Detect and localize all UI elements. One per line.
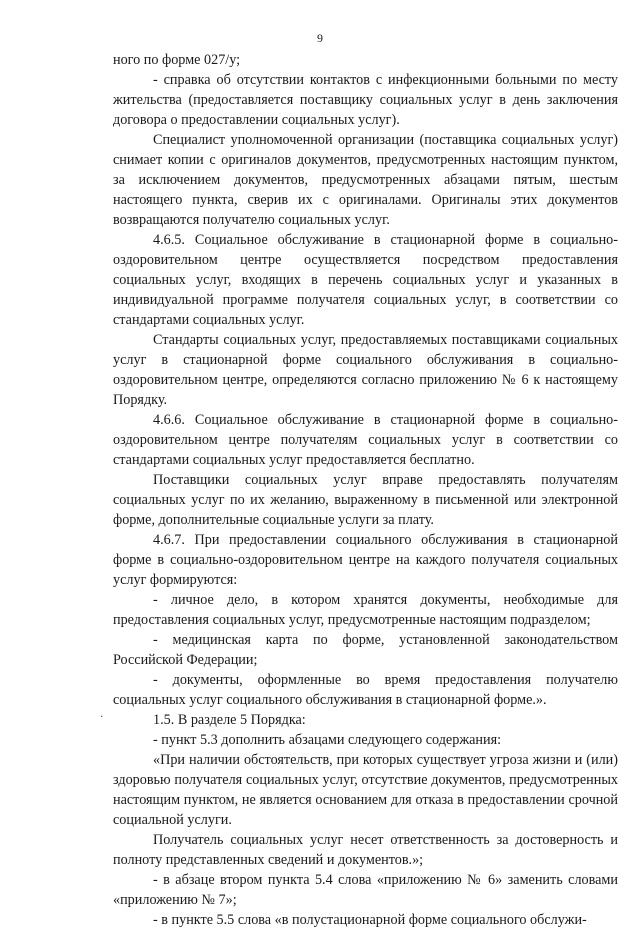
- paragraph: - личное дело, в котором хранятся документы, необходимые для предоставления социальных услуг, предусмотренные настоящим подразделом;: [113, 592, 618, 628]
- paragraph: 1.5. В разделе 5 Порядка:: [153, 712, 306, 728]
- paragraph: Стандарты социальных услуг, предоставляемых поставщиками социальных услуг в стационарной форме социального обслуживания в социально-оздоровительном центре, определяются согласно приложению № 6 к настоящему Порядку.: [113, 332, 618, 408]
- paragraph: ного по форме 027/у;: [113, 52, 241, 68]
- paragraph: - медицинская карта по форме, установленной законодательством Российской Федерации;: [113, 632, 618, 668]
- paragraph: - пункт 5.3 дополнить абзацами следующего содержания:: [153, 732, 502, 748]
- paragraph: Специалист уполномоченной организации (поставщика социальных услуг) снимает копии с оригиналов документов, предусмотренных настоящим пунктом, за исключением документов, предусмотренных абзацами пятым, шестым настоящего пункта, сверив их с оригиналами. Оригиналы этих документов возвращаются получателю социальных услуг.: [113, 132, 618, 228]
- paragraph: - документы, оформленные во время предоставления получателю социальных услуг социального обслуживания в стационарной форме.».: [113, 672, 618, 708]
- paragraph: «При наличии обстоятельств, при которых существует угроза жизни и (или) здоровью получателя социальных услуг, отсутствие документов, предусмотренных настоящим пунктом, не является основанием для отказа в предоставлении срочной социальной услуги.: [113, 752, 618, 828]
- paragraph: - в пункте 5.5 слова «в полустационарной форме социального обслужи-: [153, 912, 587, 928]
- page-number: 9: [317, 31, 323, 45]
- paragraph: 4.6.6. Социальное обслуживание в стационарной форме в социально-оздоровительном центре получателям социальных услуг в соответствии со стандартами социальных услуг предоставляется бесплатно.: [113, 412, 618, 468]
- paragraph: Поставщики социальных услуг вправе предоставлять получателям социальных услуг по их желанию, выраженному в письменной или электронной форме, дополнительные социальные услуги за плату.: [113, 472, 618, 528]
- paragraph: 4.6.5. Социальное обслуживание в стационарной форме в социально-оздоровительном центре осуществляется посредством предоставления социальных услуг, входящих в перечень социальных услуг и указанных в индивидуальной программе получателя социальных услуг, в соответствии со стандартами социальных услуг.: [113, 232, 618, 328]
- paragraph: - справка об отсутствии контактов с инфекционными больными по месту жительства (предоставляется поставщику социальных услуг в день заключения договора о предоставлении социальных услуг).: [113, 72, 618, 128]
- paragraph: - в абзаце втором пункта 5.4 слова «приложению № 6» заменить словами «приложению № 7»;: [113, 872, 618, 908]
- margin-mark: ·: [100, 712, 104, 723]
- document-body: [113, 50, 618, 930]
- paragraph: 4.6.7. При предоставлении социального обслуживания в стационарной форме в социально-оздоровительном центре на каждого получателя социальных услуг формируются:: [113, 532, 618, 588]
- paragraph: Получатель социальных услуг несет ответственность за достоверность и полноту представленных сведений и документов.»;: [113, 832, 618, 868]
